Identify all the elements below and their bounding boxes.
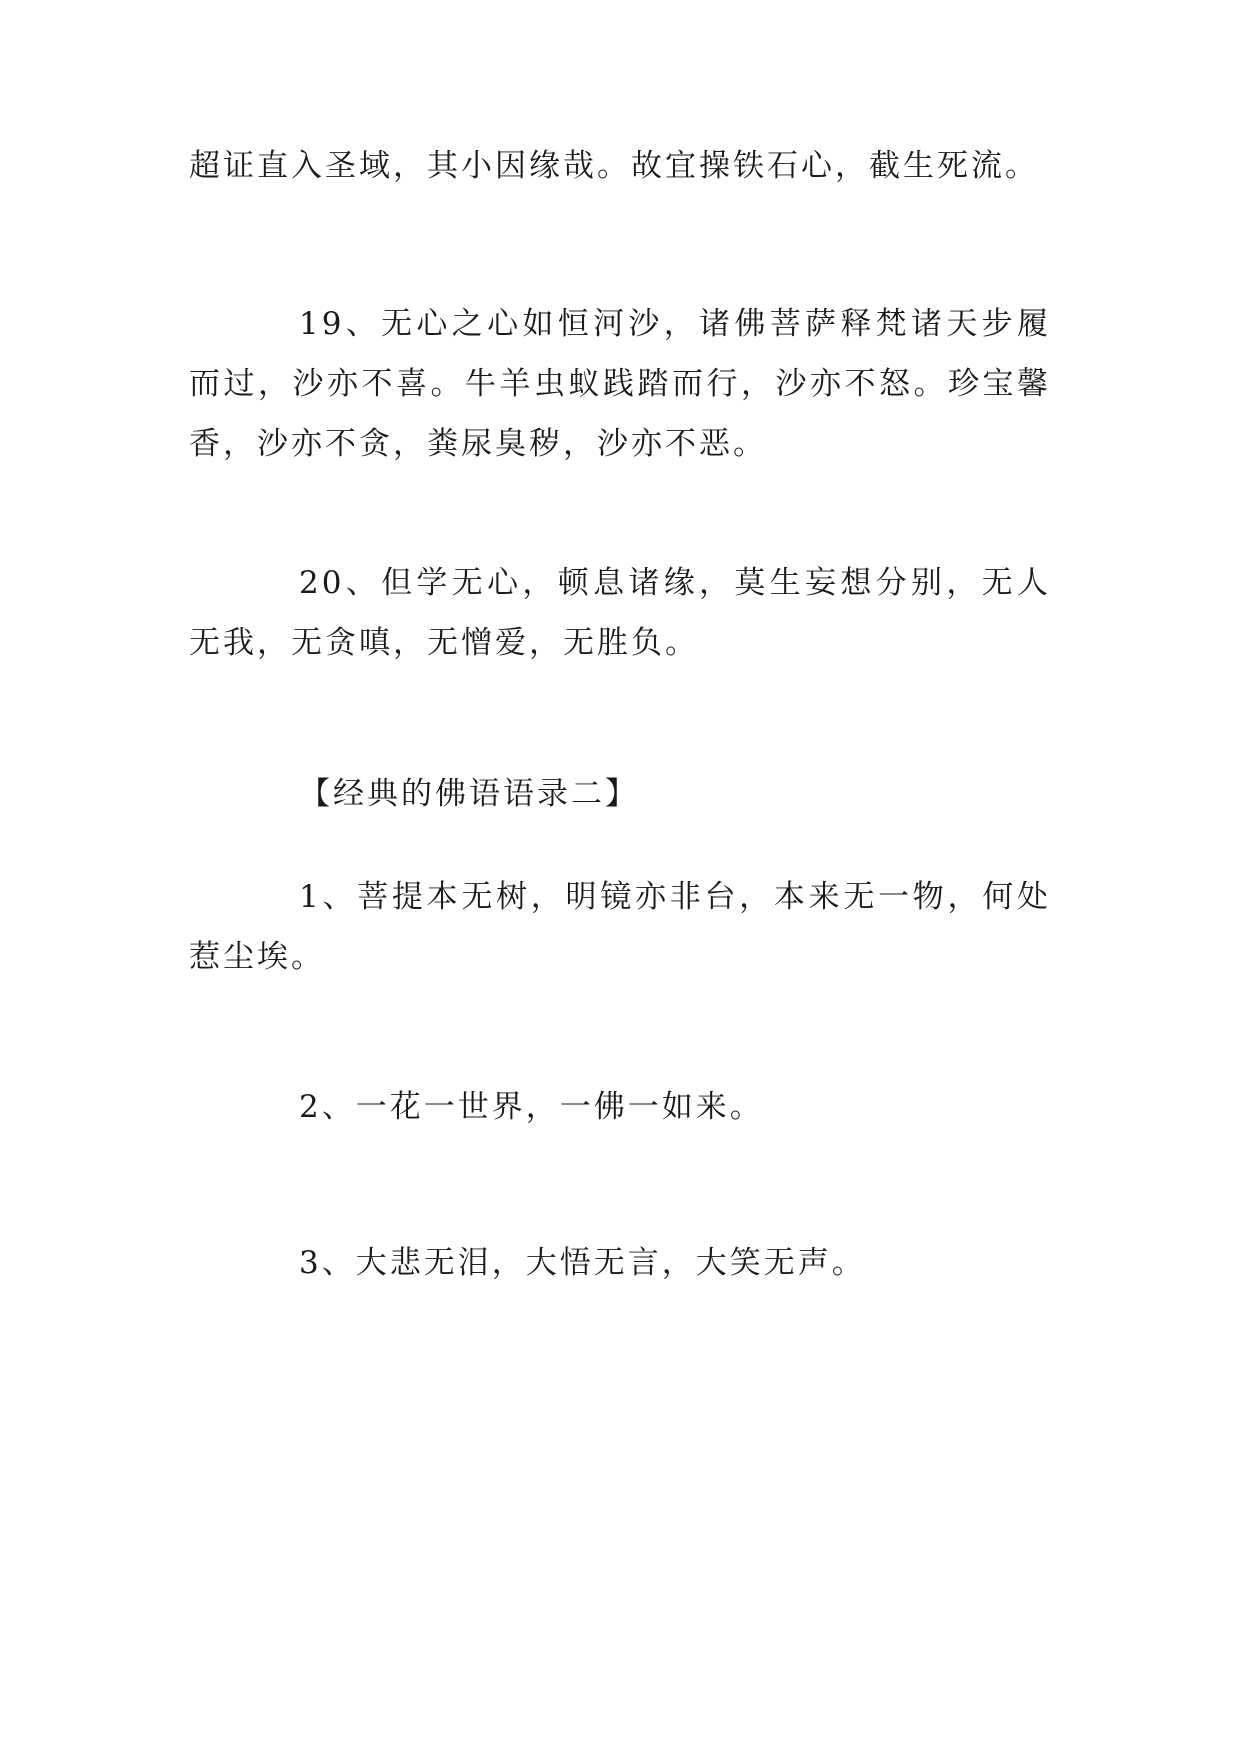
section-heading: 【经典的佛语语录二】 xyxy=(299,776,639,812)
quote-item-1: 1、菩提本无树，明镜亦非台，本来无一物，何处惹尘埃。 xyxy=(189,879,1051,975)
quote-item-3: 3、大悲无泪，大悟无言，大笑无声。 xyxy=(299,1245,866,1281)
quote-item-20: 20、但学无心，顿息诸缘，莫生妄想分别，无人无我，无贪嗔，无憎爱，无胜负。 xyxy=(189,565,1051,661)
quote-item-19: 19、无心之心如恒河沙，诸佛菩萨释梵诸天步履而过，沙亦不喜。牛羊虫蚁践踏而行，沙亦不怒。珍宝馨香，沙亦不贪，粪尿臭秽，沙亦不恶。 xyxy=(189,306,1051,462)
quote-item-2: 2、一花一世界，一佛一如来。 xyxy=(299,1089,764,1125)
continuation-paragraph: 超证直入圣域，其小因缘哉。故宜操铁石心，截生死流。 xyxy=(189,148,1039,184)
